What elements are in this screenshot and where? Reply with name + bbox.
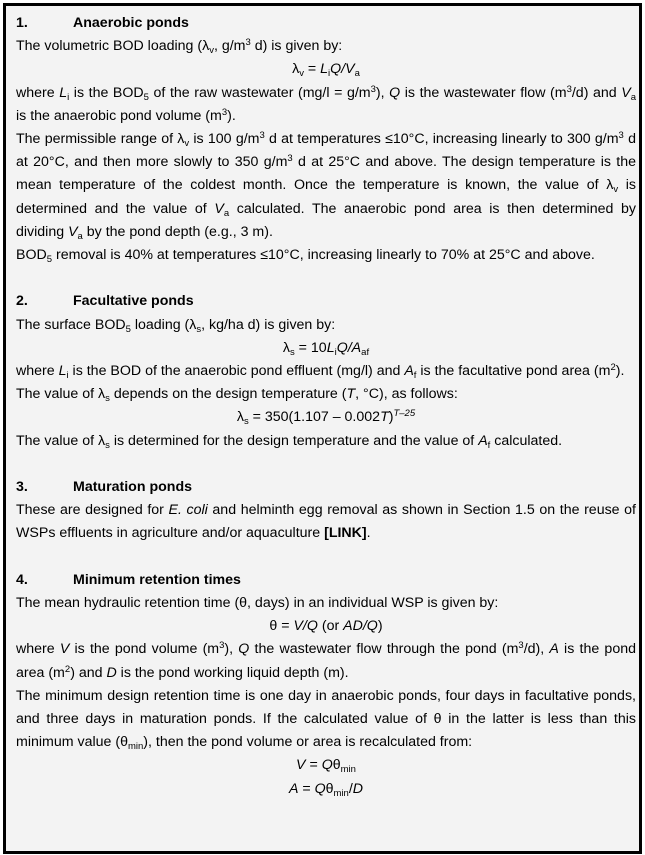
- s4-equation-volume: $V = Q\theta_{min}$: [296, 757, 356, 776]
- section-number: 3.: [16, 479, 28, 496]
- s2-temperature-intro: The value of $\lambda_s$ depends on the design temperature (T, °C), as follows:: [16, 386, 458, 405]
- document-frame: [3, 3, 642, 854]
- section-number: 4.: [16, 571, 28, 588]
- s4-minimum-paragraph: The minimum design retention time is one day in anaerobic ponds, four days in facultative ponds, and three days in maturation ponds. If the calculated value of θ in the latter is less than this minimum value $(\theta_{min})$, then the pond volume or area is recalculated from:: [16, 687, 636, 753]
- s4-equation-retention: θ = V/Q (or AD/Q): [269, 618, 383, 635]
- s2-loading-intro: The surface $BOD_5$ loading ($\lambda_s$, kg/ha d) is given by:: [16, 316, 336, 335]
- s1-where-paragraph: where $L_i$ is the $BOD_5$ of the raw wastewater $(mg/l = g/m^3)$, Q is the wastewater flow $(m^3/d)$ and $V_a$ is the anaerobic pond volume $(m^3)$.: [16, 83, 636, 124]
- section-title: Minimum retention times: [73, 571, 241, 588]
- section-3-heading: [16, 476, 636, 499]
- document-body: [16, 12, 636, 801]
- section-number: 1.: [16, 15, 28, 31]
- s4-where-paragraph: where V is the pond volume $(m^3)$, Q the wastewater flow through the pond $(m^3/d)$, A is the pond area $(m^2)$ and D is the pond working liquid depth (m).: [16, 640, 636, 681]
- section-4-heading: [16, 569, 636, 592]
- s3-paragraph: These are designed for E. coli and helminth egg removal as shown in Section 1.5 on the reuse of WSPs effluents in agriculture and/or aquaculture [LINK].: [16, 502, 637, 542]
- s2-equation-surface-loading: $\lambda_s = 10L_iQ/A_{af}$: [282, 339, 370, 358]
- section-title: Maturation ponds: [73, 479, 193, 496]
- s4-intro: The mean hydraulic retention time (θ, days) in an individual WSP is given by:: [16, 595, 499, 612]
- section-1-heading: [16, 12, 636, 35]
- section-title: Anaerobic ponds: [73, 15, 189, 31]
- s1-equation-volumetric-loading: $\lambda_v = L_iQ/V_a$: [292, 61, 360, 80]
- section-number: 2.: [16, 293, 28, 310]
- s1-loading-intro: The volumetric BOD loading ($\lambda_v$, $g/m^3$ d) is given by:: [16, 37, 343, 57]
- s1-removal-paragraph: $BOD_5$ removal is 40% at temperatures ≤10°C, increasing linearly to 70% at 25°C and above.: [16, 247, 595, 266]
- s2-equation-temperature: $\lambda_s = 350(1.107 - 0.002T)^{T-25}$: [236, 408, 416, 428]
- s1-range-paragraph: The permissible range of $\lambda_v$ is 100 $g/m^3$ d at temperatures ≤10°C, increasing linearly to 300 $g/m^3$ d at 20°C, and then more slowly to 350 $g/m^3$ d at 25°C and above. The design temperature is the mean temperature of the coldest month. Once the temperature is known, the value of $\lambda_v$ is determined and the value of $V_a$ calculated. The anaerobic pond area is then determined by dividing $V_a$ by the pond depth (e.g., 3 m).: [16, 130, 637, 242]
- link-placeholder[interactable]: [LINK]: [324, 525, 367, 542]
- s2-where-paragraph: where $L_i$ is the BOD of the anaerobic pond effluent (mg/l) and $A_f$ is the facultative pond area $(m^2)$.: [16, 362, 625, 382]
- s2-determined-paragraph: The value of $\lambda_s$ is determined for the design temperature and the value of $A_f$ calculated.: [16, 432, 563, 451]
- section-title: Facultative ponds: [73, 293, 194, 310]
- section-2-heading: [16, 290, 636, 313]
- s4-equation-area: $A = Q\theta_{min}/D$: [288, 780, 364, 799]
